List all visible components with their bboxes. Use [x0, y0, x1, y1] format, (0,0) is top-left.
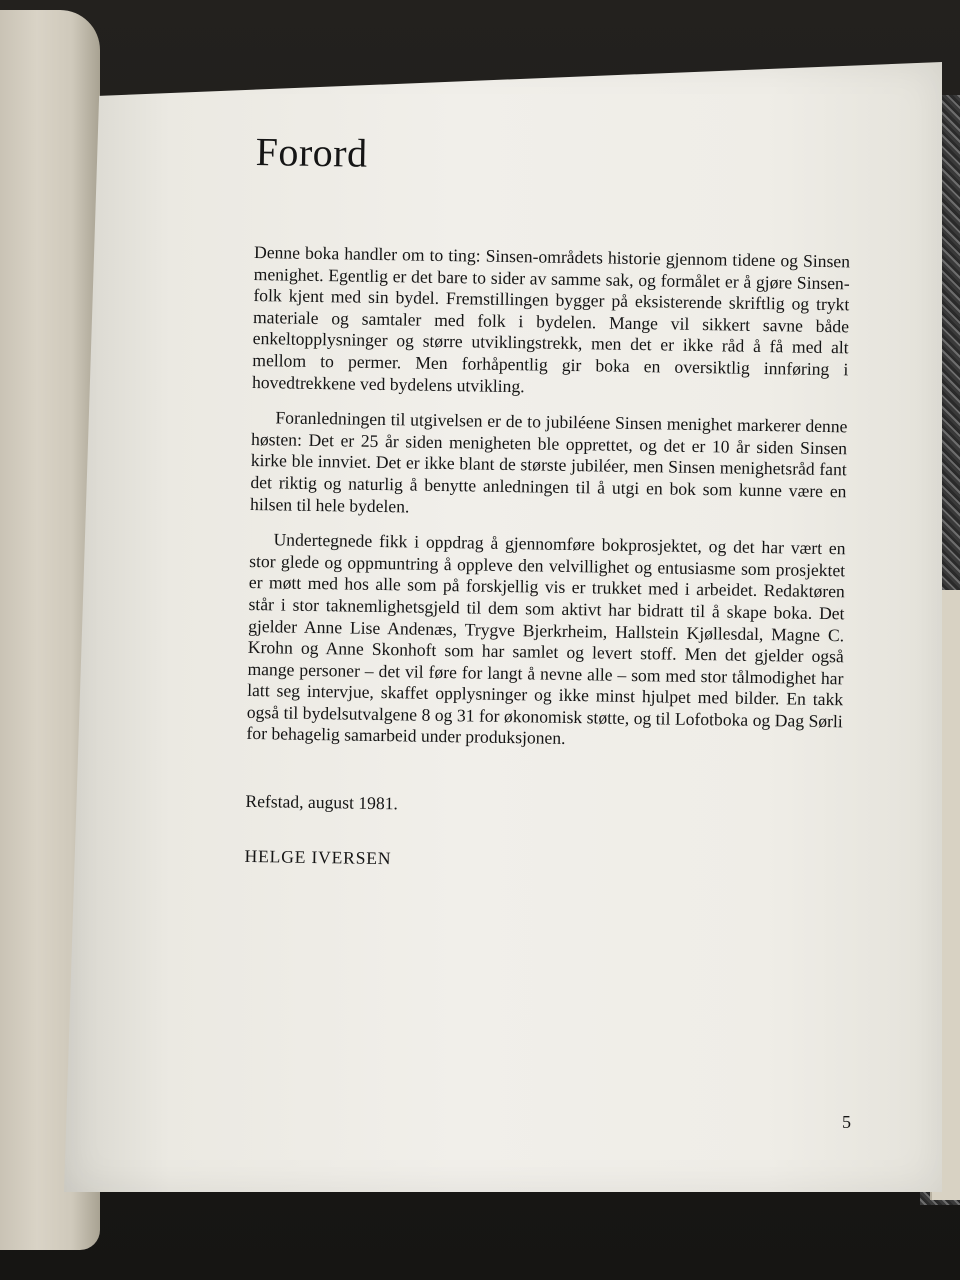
- paragraph-2: Foranledningen til utgivelsen er de to jubiléene Sinsen menighet markerer denne høsten: Det er 25 år siden menigheten ble opprettet, og det er 10 år siden Sinsen kirke ble innviet. Det er ikke blant de største jubiléer, men Sinsen menighetsråd fant det riktig og naturlig å benytte anledningen til å utgi en bok som kunne være en hilsen til hele bydelen.: [249, 407, 848, 516]
- author-signature: HELGE IVERSEN: [244, 845, 392, 869]
- page-content: [244, 130, 852, 876]
- paragraph-3: Undertegnede fikk i oppdrag å gjennomføre bokprosjektet, og det har vært en stor glede og oppmuntring å oppleve den velvillighet og entusiasme som prosjektet er møtt med hos alle som på forskjellig vis er trukket med i arbeidet. Redaktøren står i stor taknemlighetsgjeld til dem som aktivt har bidratt til å skape boka. Det gjelder Anne Lise Andenæs, Trygve Bjerkrheim, Hallstein Kjøllesdal, Magne C. Krohn og Anne Skonhoft som har samlet og levert stoff. Men det gjelder også mange personer – det vil føre for langt å nevne alle – som med stor tålmodighet har latt seg intervjue, skaffet opplysninger og ikke minst hjulpet med bilder. En takk også til bydelsutvalgene 8 og 31 for økonomisk støtte, og til Lofotboka og Dag Sørli for behagelig samarbeid under produksjonen.: [246, 529, 846, 749]
- page-number: 5: [842, 1112, 851, 1132]
- page-title: Forord: [255, 129, 368, 176]
- place-and-date: Refstad, august 1981.: [245, 790, 399, 814]
- paragraph-1: Denne boka handler om to ting: Sinsen-områdets historie gjennom tidene og Sinsen menighet. Egentlig er det bare to sider av samme sak, og formålet er å gjøre Sinsen-folk kjent med sin bydel. Fremstillingen bygger på eksisterende skriftlig og trykt materiale og samtaler med folk i bydelen. Mange vil sikkert savne både enkeltopplysninger og større utviklingstrekk, men det er ikke råd å få med alt mellom to permer. Men forhåpentlig gir boka en oversiktlig innføring i hovedtrekkene ved bydelens utvikling.: [251, 241, 851, 396]
